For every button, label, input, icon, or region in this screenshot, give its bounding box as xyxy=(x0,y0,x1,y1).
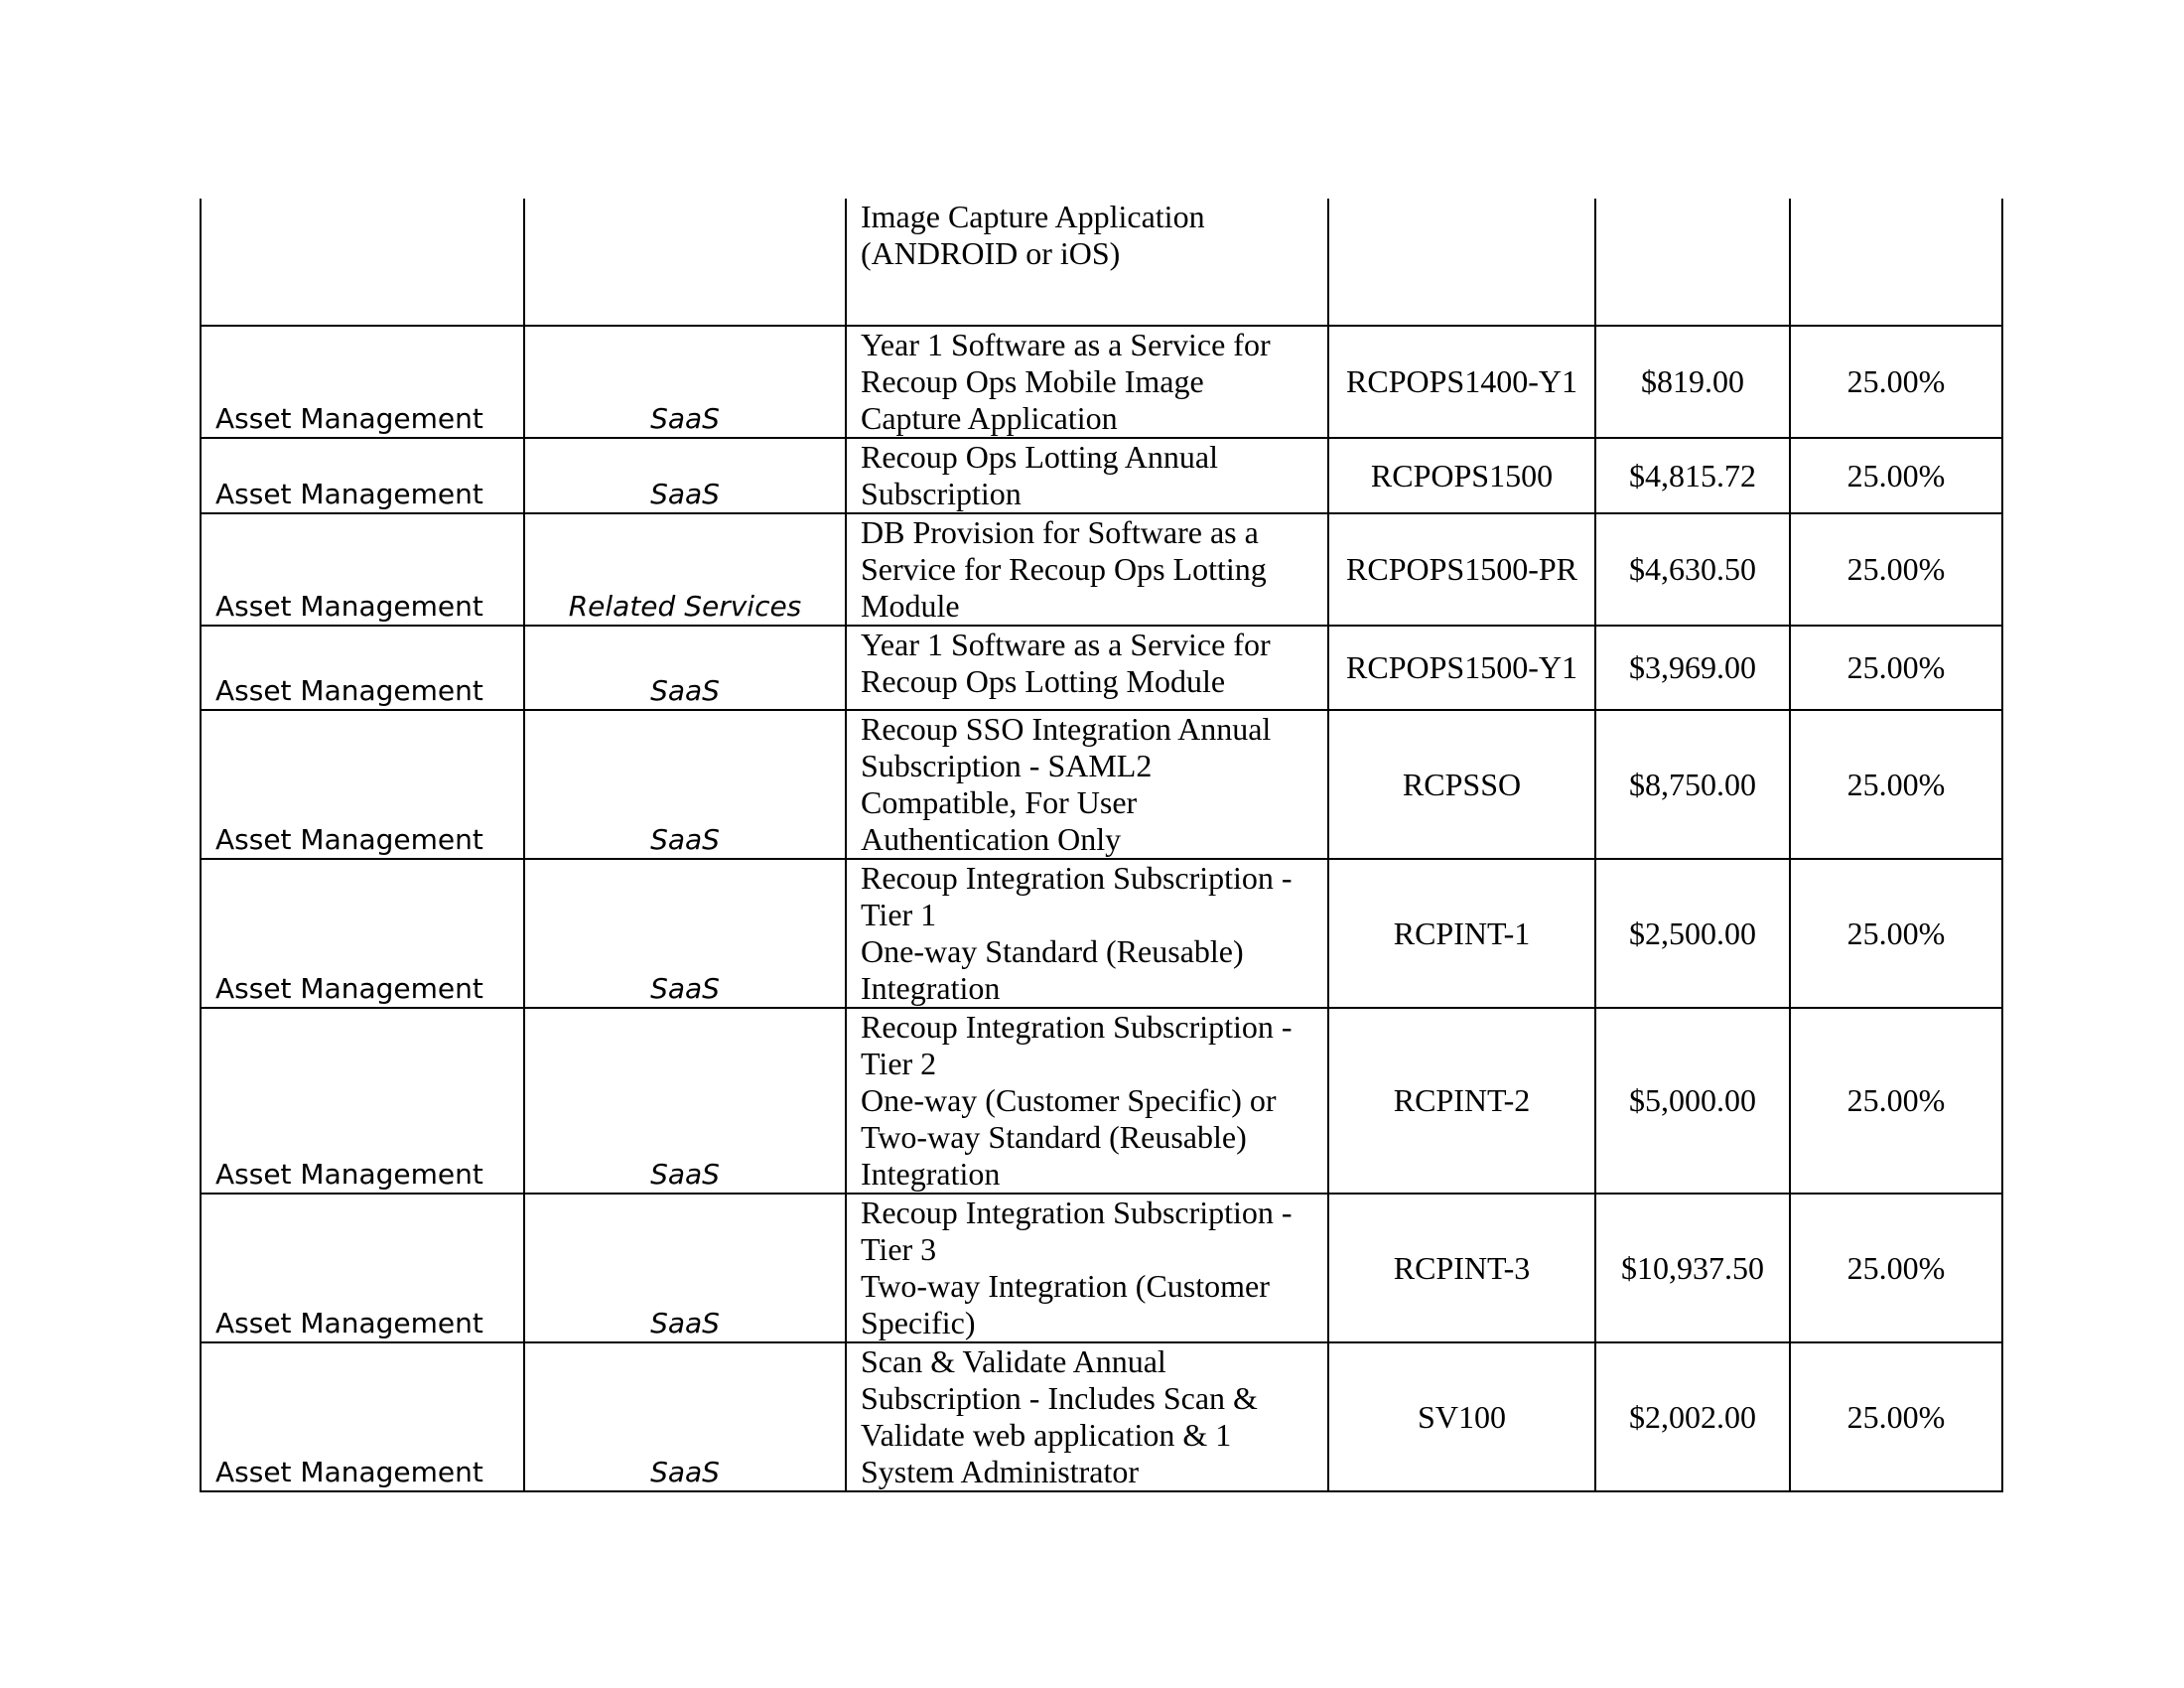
part-number-cell: RCPOPS1500-Y1 xyxy=(1328,626,1595,710)
part-number-cell: RCPINT-3 xyxy=(1328,1194,1595,1342)
category-cell: Asset Management xyxy=(201,1194,524,1342)
description-cell: DB Provision for Software as a Service for Recoup Ops Lotting Module xyxy=(846,513,1328,626)
description-cell: Scan & Validate Annual Subscription - Includes Scan & Validate web application & 1 System Administrator xyxy=(846,1342,1328,1491)
type-cell: SaaS xyxy=(524,710,846,859)
category-cell: Asset Management xyxy=(201,626,524,710)
price-cell: $819.00 xyxy=(1595,326,1790,438)
price-cell: $2,002.00 xyxy=(1595,1342,1790,1491)
part-number-cell: RCPSSO xyxy=(1328,710,1595,859)
price-cell: $3,969.00 xyxy=(1595,626,1790,710)
part-number-cell: RCPOPS1400-Y1 xyxy=(1328,326,1595,438)
part-number-cell xyxy=(1328,199,1595,326)
table-row xyxy=(201,710,2002,859)
category-cell: Asset Management xyxy=(201,326,524,438)
table-row xyxy=(201,1008,2002,1194)
table-row xyxy=(201,859,2002,1008)
type-cell: SaaS xyxy=(524,438,846,513)
part-number-cell: RCPOPS1500 xyxy=(1328,438,1595,513)
type-cell: SaaS xyxy=(524,1194,846,1342)
type-cell: SaaS xyxy=(524,326,846,438)
type-cell: SaaS xyxy=(524,859,846,1008)
price-cell: $4,815.72 xyxy=(1595,438,1790,513)
table-row xyxy=(201,626,2002,710)
description-cell: Image Capture Application (ANDROID or iOS) xyxy=(846,199,1328,326)
table-row xyxy=(201,1342,2002,1491)
discount-cell: 25.00% xyxy=(1790,1342,2002,1491)
description-cell: Year 1 Software as a Service for Recoup Ops Mobile Image Capture Application xyxy=(846,326,1328,438)
price-cell xyxy=(1595,199,1790,326)
price-cell: $2,500.00 xyxy=(1595,859,1790,1008)
discount-cell: 25.00% xyxy=(1790,326,2002,438)
type-cell: SaaS xyxy=(524,1342,846,1491)
discount-cell: 25.00% xyxy=(1790,859,2002,1008)
discount-cell: 25.00% xyxy=(1790,710,2002,859)
table-row xyxy=(201,199,2002,326)
category-cell: Asset Management xyxy=(201,1342,524,1491)
description-cell: Year 1 Software as a Service for Recoup Ops Lotting Module xyxy=(846,626,1328,710)
part-number-cell: RCPOPS1500-PR xyxy=(1328,513,1595,626)
price-cell: $10,937.50 xyxy=(1595,1194,1790,1342)
description-cell: Recoup Integration Subscription - Tier 3 Two-way Integration (Customer Specific) xyxy=(846,1194,1328,1342)
discount-cell: 25.00% xyxy=(1790,513,2002,626)
table-row xyxy=(201,438,2002,513)
description-cell: Recoup Integration Subscription - Tier 2 One-way (Customer Specific) or Two-way Standard (Reusable) Integration xyxy=(846,1008,1328,1194)
discount-cell: 25.00% xyxy=(1790,438,2002,513)
description-cell: Recoup Ops Lotting Annual Subscription xyxy=(846,438,1328,513)
type-cell: Related Services xyxy=(524,513,846,626)
part-number-cell: RCPINT-2 xyxy=(1328,1008,1595,1194)
category-cell xyxy=(201,199,524,326)
table-row xyxy=(201,326,2002,438)
category-cell: Asset Management xyxy=(201,710,524,859)
category-cell: Asset Management xyxy=(201,859,524,1008)
category-cell: Asset Management xyxy=(201,513,524,626)
category-cell: Asset Management xyxy=(201,1008,524,1194)
type-cell: SaaS xyxy=(524,626,846,710)
part-number-cell: RCPINT-1 xyxy=(1328,859,1595,1008)
pricing-table xyxy=(200,199,2003,1492)
price-cell: $4,630.50 xyxy=(1595,513,1790,626)
type-cell: SaaS xyxy=(524,1008,846,1194)
discount-cell: 25.00% xyxy=(1790,1008,2002,1194)
price-cell: $5,000.00 xyxy=(1595,1008,1790,1194)
description-cell: Recoup Integration Subscription - Tier 1 One-way Standard (Reusable) Integration xyxy=(846,859,1328,1008)
part-number-cell: SV100 xyxy=(1328,1342,1595,1491)
discount-cell: 25.00% xyxy=(1790,626,2002,710)
description-cell: Recoup SSO Integration Annual Subscription - SAML2 Compatible, For User Authentication Only xyxy=(846,710,1328,859)
discount-cell: 25.00% xyxy=(1790,1194,2002,1342)
table-row xyxy=(201,1194,2002,1342)
category-cell: Asset Management xyxy=(201,438,524,513)
table-row xyxy=(201,513,2002,626)
discount-cell xyxy=(1790,199,2002,326)
type-cell xyxy=(524,199,846,326)
price-cell: $8,750.00 xyxy=(1595,710,1790,859)
